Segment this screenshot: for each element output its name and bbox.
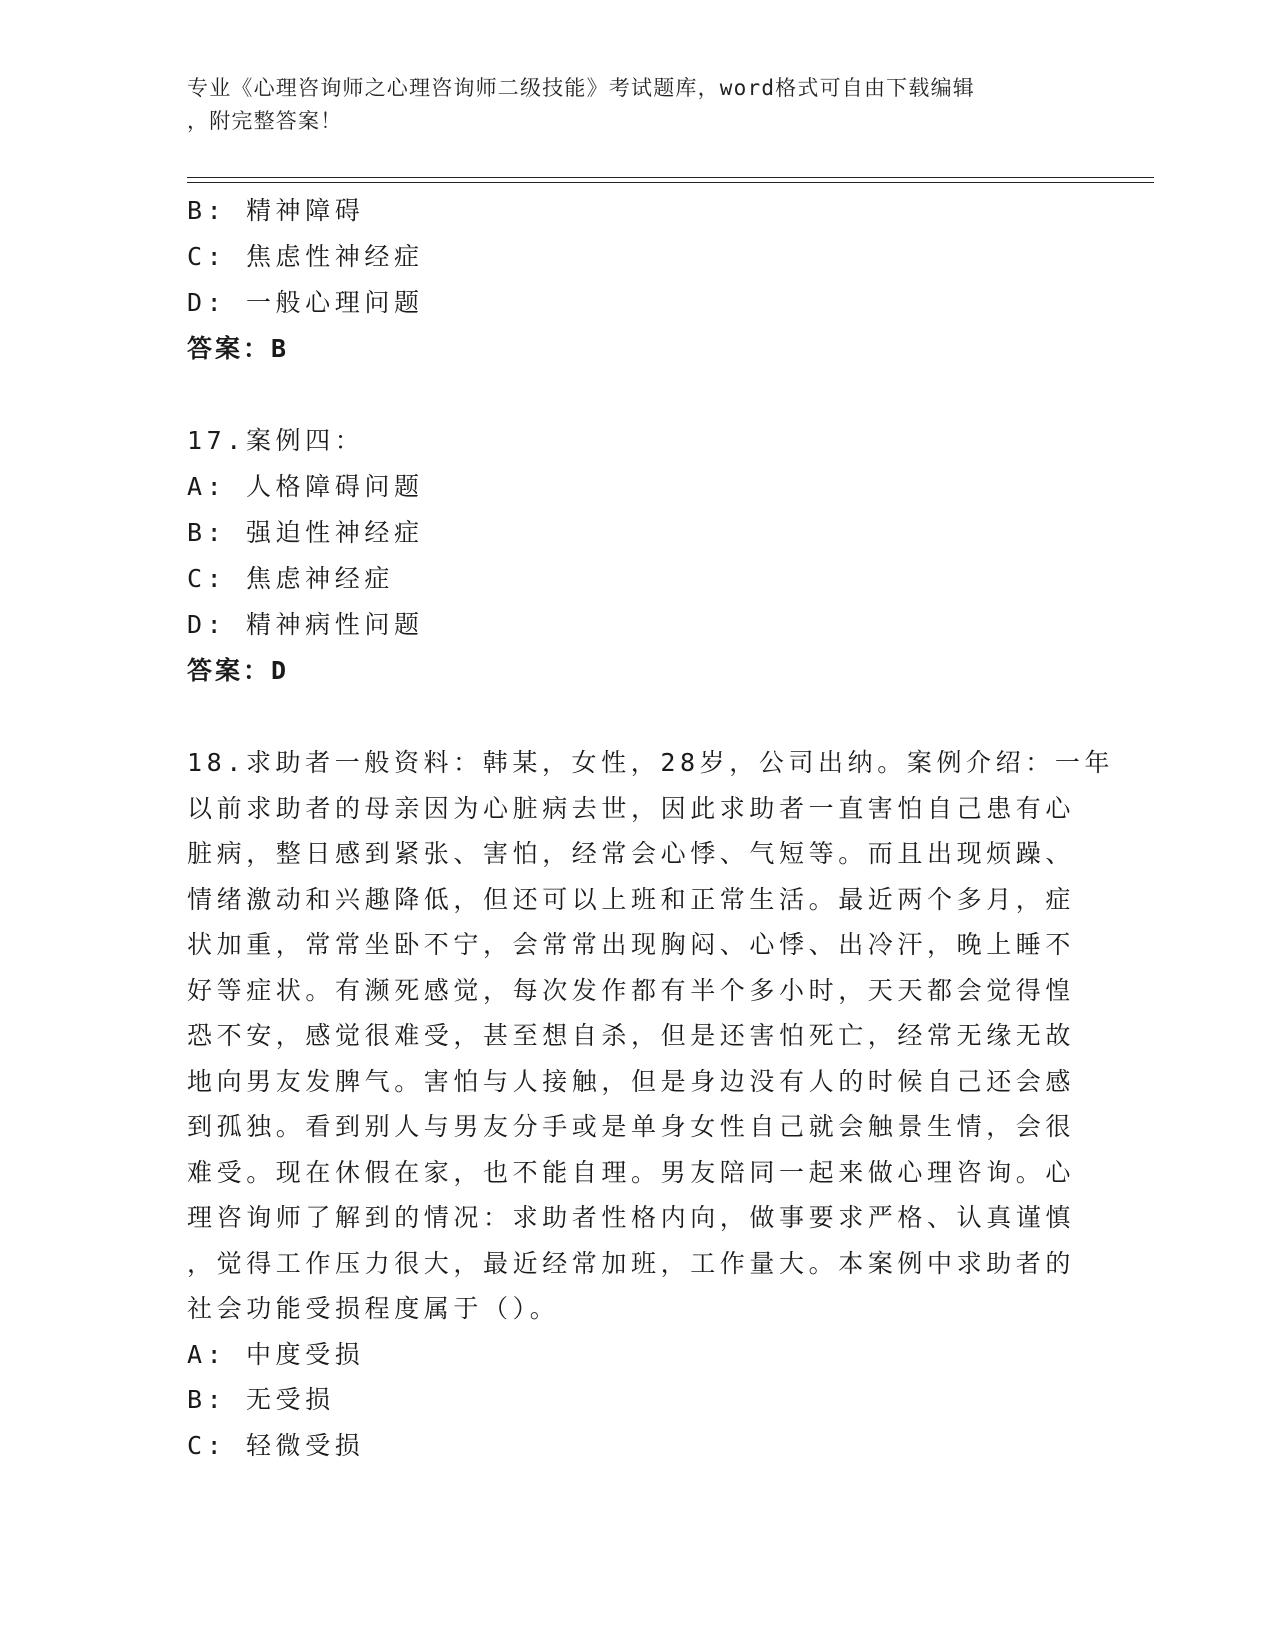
q17-option-a: A: 人格障碍问题 [187, 472, 424, 501]
header-line-1: 专业《心理咨询师之心理咨询师二级技能》考试题库，word格式可自由下载编辑 [187, 76, 975, 100]
q17-option-b: B: 强迫性神经症 [187, 518, 424, 547]
q18-stem-line: 理咨询师了解到的情况：求助者性格内向，做事要求严格、认真谨慎 [187, 1203, 1076, 1232]
document-header [187, 72, 1067, 138]
q18-stem-line: 情绪激动和兴趣降低，但还可以上班和正常生活。最近两个多月，症 [187, 884, 1076, 914]
header-divider-bottom [187, 182, 1154, 183]
q18-option-a: A: 中度受损 [187, 1339, 365, 1369]
q16-answer: 答案：B [187, 334, 290, 363]
q17-answer: 答案：D [187, 656, 290, 685]
q18-stem-line: 脏病，整日感到紧张、害怕，经常会心悸、气短等。而且出现烦躁、 [187, 839, 1076, 868]
q16-option-d: D: 一般心理问题 [187, 288, 424, 317]
q18-stem-line: 难受。现在休假在家，也不能自理。男友陪同一起来做心理咨询。心 [187, 1157, 1076, 1187]
q18-stem-line: 社会功能受损程度属于（）。 [187, 1294, 560, 1323]
spacer [187, 372, 1087, 418]
q18-stem-line: 地向男友发脾气。害怕与人接触，但是身边没有人的时候自己还会感 [187, 1066, 1076, 1096]
q18-stem-line: 以前求助者的母亲因为心脏病去世，因此求助者一直害怕自己患有心 [187, 793, 1076, 823]
q18-option-c: C: 轻微受损 [187, 1430, 365, 1460]
question-18 [187, 740, 1115, 1468]
q18-stem-line: 状加重，常常坐卧不宁，会常常出现胸闷、心悸、出冷汗，晚上睡不 [187, 930, 1076, 959]
header-line-2: ，附完整答案！ [187, 109, 343, 133]
q18-stem-line: 到孤独。看到别人与男友分手或是单身女性自己就会触景生情，会很 [187, 1112, 1076, 1141]
q18-stem-line: 18.求助者一般资料：韩某，女性，28岁，公司出纳。案例介绍：一年 [187, 748, 1115, 777]
q17-stem: 17.案例四： [187, 426, 365, 455]
q18-stem-line: ，觉得工作压力很大，最近经常加班，工作量大。本案例中求助者的 [187, 1248, 1076, 1278]
q17-option-d: D: 精神病性问题 [187, 610, 424, 639]
question-16-tail [187, 188, 1087, 372]
q16-option-c: C: 焦虑性神经症 [187, 242, 424, 271]
q18-stem-line: 恐不安，感觉很难受，甚至想自杀，但是还害怕死亡，经常无缘无故 [187, 1021, 1076, 1050]
question-17 [187, 418, 1087, 694]
q18-stem-line: 好等症状。有濒死感觉，每次发作都有半个多小时，天天都会觉得惶 [187, 975, 1076, 1005]
header-divider-top [187, 177, 1154, 178]
q18-option-b: B: 无受损 [187, 1385, 335, 1414]
question-content [187, 188, 1115, 1468]
q17-option-c: C: 焦虑神经症 [187, 564, 394, 593]
spacer [187, 694, 1087, 740]
q16-option-b: B: 精神障碍 [187, 196, 365, 225]
